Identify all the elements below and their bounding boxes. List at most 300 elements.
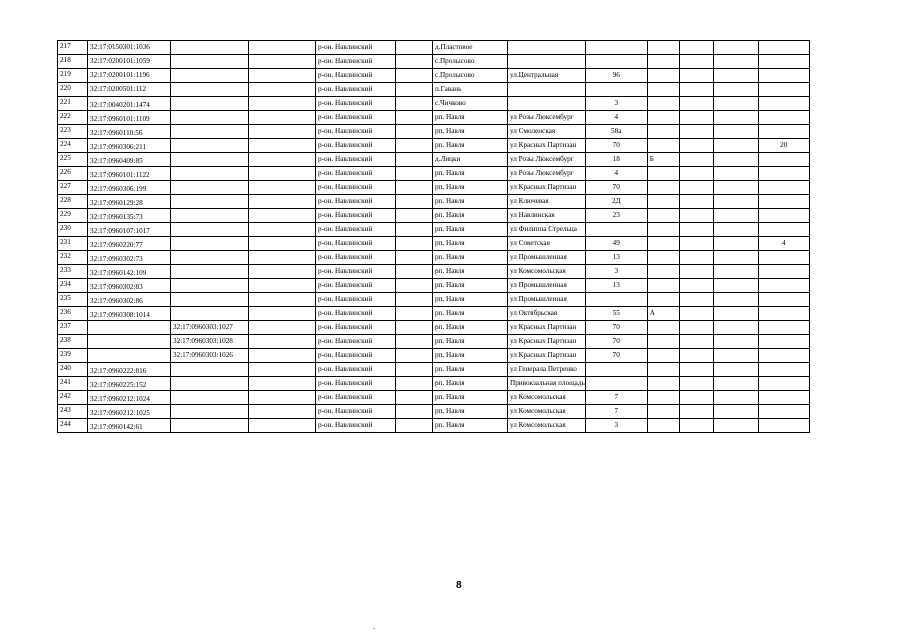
cell-letter xyxy=(647,293,679,307)
cell-apartment xyxy=(713,335,758,349)
cell-apartment xyxy=(713,321,758,335)
cell-empty-col-2 xyxy=(396,363,433,377)
cell-apartment xyxy=(713,209,758,223)
cell-letter xyxy=(647,377,679,391)
table-row xyxy=(58,111,810,125)
cell-building xyxy=(679,69,713,83)
cell-empty-col xyxy=(249,209,316,223)
cell-empty-col xyxy=(249,97,316,111)
cell-district: р-он. Навлинский xyxy=(316,419,396,433)
cell-cadastral-number-alt xyxy=(171,69,249,83)
cell-settlement: рп. Навля xyxy=(433,293,508,307)
cell-building xyxy=(679,251,713,265)
cell-apartment xyxy=(713,195,758,209)
cell-empty-col xyxy=(249,83,316,97)
cell-cadastral-number-alt xyxy=(171,55,249,69)
cell-settlement: рп. Навля xyxy=(433,125,508,139)
cell-empty-col xyxy=(249,167,316,181)
cell-extra xyxy=(758,377,809,391)
cell-house-number xyxy=(585,223,647,237)
table-row xyxy=(58,223,810,237)
cell-apartment xyxy=(713,125,758,139)
cell-cadastral-number: 32:17:0040201:1474 xyxy=(88,97,171,111)
cell-extra xyxy=(758,321,809,335)
cell-row-number: 242 xyxy=(58,391,88,405)
cell-settlement: рп. Навля xyxy=(433,223,508,237)
cell-cadastral-number-alt xyxy=(171,195,249,209)
cell-cadastral-number-alt xyxy=(171,139,249,153)
cell-building xyxy=(679,111,713,125)
cell-cadastral-number: 32:17:0960129:28 xyxy=(88,195,171,209)
cell-empty-col xyxy=(249,139,316,153)
cell-empty-col xyxy=(249,307,316,321)
cell-cadastral-number-alt: 32:17:0960303:1028 xyxy=(171,335,249,349)
cell-apartment xyxy=(713,391,758,405)
cell-extra xyxy=(758,363,809,377)
cell-building xyxy=(679,125,713,139)
table-row xyxy=(58,237,810,251)
cell-house-number: 70 xyxy=(585,349,647,363)
cell-street: ул Смоленская xyxy=(508,125,586,139)
cell-cadastral-number-alt xyxy=(171,405,249,419)
cell-empty-col-2 xyxy=(396,55,433,69)
cell-building xyxy=(679,55,713,69)
cell-settlement: рп. Навля xyxy=(433,307,508,321)
cell-empty-col-2 xyxy=(396,321,433,335)
cell-building xyxy=(679,321,713,335)
cell-cadastral-number-alt xyxy=(171,97,249,111)
cell-row-number: 240 xyxy=(58,363,88,377)
cell-district: р-он. Навлинский xyxy=(316,41,396,55)
cell-letter xyxy=(647,69,679,83)
cell-row-number: 235 xyxy=(58,293,88,307)
cell-building xyxy=(679,279,713,293)
cell-letter xyxy=(647,237,679,251)
cell-district: р-он. Навлинский xyxy=(316,307,396,321)
cell-building xyxy=(679,167,713,181)
cell-row-number: 223 xyxy=(58,125,88,139)
cell-cadastral-number-alt xyxy=(171,307,249,321)
cell-cadastral-number: 32:17:0200101:1059 xyxy=(88,55,171,69)
table-body xyxy=(58,41,810,433)
cell-apartment xyxy=(713,419,758,433)
cell-letter xyxy=(647,195,679,209)
cell-cadastral-number: 32:17:0960142:61 xyxy=(88,419,171,433)
cell-building xyxy=(679,83,713,97)
cell-empty-col-2 xyxy=(396,419,433,433)
cell-row-number: 233 xyxy=(58,265,88,279)
table-row xyxy=(58,125,810,139)
cell-settlement: рп. Навля xyxy=(433,349,508,363)
cell-street xyxy=(508,97,586,111)
cell-cadastral-number: 32:17:0960212:1024 xyxy=(88,391,171,405)
cell-empty-col-2 xyxy=(396,251,433,265)
cell-building xyxy=(679,209,713,223)
cell-district: р-он. Навлинский xyxy=(316,265,396,279)
cell-house-number: 2Д xyxy=(585,195,647,209)
cell-settlement: п.Гавань xyxy=(433,83,508,97)
cell-empty-col xyxy=(249,41,316,55)
cell-district: р-он. Навлинский xyxy=(316,181,396,195)
cell-row-number: 237 xyxy=(58,321,88,335)
cell-settlement: рп. Навля xyxy=(433,335,508,349)
cell-street: ул Красных Партизан xyxy=(508,349,586,363)
cell-empty-col-2 xyxy=(396,349,433,363)
cell-settlement: рп. Навля xyxy=(433,405,508,419)
cell-building xyxy=(679,363,713,377)
cell-letter: Б xyxy=(647,153,679,167)
cell-letter xyxy=(647,335,679,349)
cell-empty-col xyxy=(249,391,316,405)
cell-building xyxy=(679,293,713,307)
cell-cadastral-number-alt xyxy=(171,377,249,391)
cell-district: р-он. Навлинский xyxy=(316,97,396,111)
cell-street: ул Красных Партизан xyxy=(508,181,586,195)
cell-settlement: д.Лицки xyxy=(433,153,508,167)
cell-cadastral-number-alt xyxy=(171,153,249,167)
scan-artifact xyxy=(373,628,375,629)
cell-apartment xyxy=(713,349,758,363)
cell-house-number xyxy=(585,363,647,377)
cell-settlement: рп. Навля xyxy=(433,377,508,391)
cell-settlement: рп. Навля xyxy=(433,181,508,195)
cell-cadastral-number-alt xyxy=(171,111,249,125)
cell-row-number: 224 xyxy=(58,139,88,153)
cell-building xyxy=(679,181,713,195)
cell-settlement: рп. Навля xyxy=(433,237,508,251)
cell-settlement: с.Пролысово xyxy=(433,55,508,69)
cell-building xyxy=(679,419,713,433)
cell-empty-col-2 xyxy=(396,377,433,391)
cell-empty-col xyxy=(249,405,316,419)
cell-house-number: 7 xyxy=(585,405,647,419)
cell-building xyxy=(679,307,713,321)
cell-extra xyxy=(758,251,809,265)
cell-extra xyxy=(758,391,809,405)
cell-street: Привокзальная площадь xyxy=(508,377,586,391)
cell-extra xyxy=(758,69,809,83)
cell-apartment xyxy=(713,405,758,419)
cell-extra xyxy=(758,55,809,69)
cell-cadastral-number-alt xyxy=(171,83,249,97)
cell-house-number: 4 xyxy=(585,167,647,181)
cell-building xyxy=(679,405,713,419)
cell-empty-col-2 xyxy=(396,125,433,139)
cell-cadastral-number-alt xyxy=(171,391,249,405)
table-row xyxy=(58,293,810,307)
cell-building xyxy=(679,391,713,405)
cell-district: р-он. Навлинский xyxy=(316,237,396,251)
cell-empty-col-2 xyxy=(396,335,433,349)
cell-house-number: 18 xyxy=(585,153,647,167)
cell-empty-col-2 xyxy=(396,111,433,125)
cell-extra xyxy=(758,181,809,195)
cell-house-number xyxy=(585,293,647,307)
cell-apartment xyxy=(713,41,758,55)
cell-row-number: 222 xyxy=(58,111,88,125)
cell-house-number: 49 xyxy=(585,237,647,251)
cell-street: ул Генерала Петренко xyxy=(508,363,586,377)
cell-empty-col-2 xyxy=(396,41,433,55)
cell-cadastral-number: 32:17:0960142:109 xyxy=(88,265,171,279)
cell-house-number: 70 xyxy=(585,321,647,335)
cell-row-number: 218 xyxy=(58,55,88,69)
cell-settlement: рп. Навля xyxy=(433,391,508,405)
cell-cadastral-number: 32:17:0960222:816 xyxy=(88,363,171,377)
cell-apartment xyxy=(713,111,758,125)
cell-empty-col xyxy=(249,335,316,349)
cell-cadastral-number: 32:17:0960302:86 xyxy=(88,293,171,307)
cell-empty-col-2 xyxy=(396,279,433,293)
cell-empty-col xyxy=(249,251,316,265)
table-row xyxy=(58,321,810,335)
table-row xyxy=(58,83,810,97)
table-row xyxy=(58,209,810,223)
cell-house-number: 96 xyxy=(585,69,647,83)
cell-district: р-он. Навлинский xyxy=(316,223,396,237)
cell-letter xyxy=(647,97,679,111)
table-row xyxy=(58,265,810,279)
cell-settlement: с.Чичково xyxy=(433,97,508,111)
cell-district: р-он. Навлинский xyxy=(316,377,396,391)
cell-district: р-он. Навлинский xyxy=(316,293,396,307)
cell-cadastral-number xyxy=(88,321,171,335)
cell-extra xyxy=(758,335,809,349)
cell-letter xyxy=(647,363,679,377)
cell-cadastral-number: 32:17:0960302:83 xyxy=(88,279,171,293)
cell-extra xyxy=(758,419,809,433)
cell-extra xyxy=(758,349,809,363)
cell-empty-col-2 xyxy=(396,153,433,167)
cell-cadastral-number: 32:17:0960308:1014 xyxy=(88,307,171,321)
cell-street: ул Красных Партизан xyxy=(508,321,586,335)
cell-empty-col xyxy=(249,265,316,279)
cell-house-number: 70 xyxy=(585,335,647,349)
cell-apartment xyxy=(713,55,758,69)
cell-extra xyxy=(758,293,809,307)
cell-cadastral-number: 32:17:0960409:85 xyxy=(88,153,171,167)
table-row xyxy=(58,405,810,419)
cell-settlement: д.Пластовое xyxy=(433,41,508,55)
cell-letter xyxy=(647,83,679,97)
cell-cadastral-number-alt xyxy=(171,251,249,265)
table-row xyxy=(58,55,810,69)
cell-letter xyxy=(647,391,679,405)
cell-empty-col xyxy=(249,237,316,251)
cell-letter xyxy=(647,181,679,195)
cell-empty-col xyxy=(249,363,316,377)
cell-district: р-он. Навлинский xyxy=(316,363,396,377)
cell-district: р-он. Навлинский xyxy=(316,209,396,223)
table-row xyxy=(58,307,810,321)
cell-extra xyxy=(758,167,809,181)
cell-district: р-он. Навлинский xyxy=(316,195,396,209)
cell-apartment xyxy=(713,167,758,181)
cell-building xyxy=(679,139,713,153)
table-row xyxy=(58,377,810,391)
cell-cadastral-number: 32:17:0960302:73 xyxy=(88,251,171,265)
cell-apartment xyxy=(713,181,758,195)
cell-apartment xyxy=(713,139,758,153)
cell-apartment xyxy=(713,307,758,321)
cell-street: ул.Центральная xyxy=(508,69,586,83)
cell-letter xyxy=(647,111,679,125)
cell-house-number: 70 xyxy=(585,181,647,195)
cell-extra: 4 xyxy=(758,237,809,251)
cell-empty-col-2 xyxy=(396,307,433,321)
cell-cadastral-number-alt xyxy=(171,41,249,55)
cell-letter xyxy=(647,321,679,335)
cell-cadastral-number-alt xyxy=(171,293,249,307)
cell-building xyxy=(679,97,713,111)
cell-extra xyxy=(758,405,809,419)
cell-street: ул Комсомольская xyxy=(508,405,586,419)
cell-house-number: 55 xyxy=(585,307,647,321)
cell-row-number: 238 xyxy=(58,335,88,349)
cell-district: р-он. Навлинский xyxy=(316,111,396,125)
cell-empty-col xyxy=(249,69,316,83)
cell-building xyxy=(679,41,713,55)
cell-street: ул Розы Люксембург xyxy=(508,167,586,181)
cell-empty-col xyxy=(249,195,316,209)
table-row xyxy=(58,181,810,195)
cell-building xyxy=(679,349,713,363)
cell-letter xyxy=(647,223,679,237)
cell-cadastral-number-alt xyxy=(171,279,249,293)
cell-cadastral-number-alt xyxy=(171,363,249,377)
cell-cadastral-number-alt xyxy=(171,237,249,251)
cell-settlement: рп. Навля xyxy=(433,251,508,265)
cell-empty-col-2 xyxy=(396,391,433,405)
cell-apartment xyxy=(713,223,758,237)
cell-extra xyxy=(758,125,809,139)
cell-empty-col xyxy=(249,419,316,433)
table-row xyxy=(58,153,810,167)
table-row xyxy=(58,139,810,153)
cell-row-number: 231 xyxy=(58,237,88,251)
cell-house-number: 23 xyxy=(585,209,647,223)
cell-house-number: 13 xyxy=(585,251,647,265)
cell-row-number: 228 xyxy=(58,195,88,209)
cell-cadastral-number: 32:17:0960306:211 xyxy=(88,139,171,153)
cell-street xyxy=(508,83,586,97)
cell-letter xyxy=(647,349,679,363)
cell-cadastral-number xyxy=(88,349,171,363)
cell-district: р-он. Навлинский xyxy=(316,153,396,167)
table-row xyxy=(58,195,810,209)
cell-building xyxy=(679,223,713,237)
table-row xyxy=(58,363,810,377)
cell-street: ул Комсомольская xyxy=(508,391,586,405)
cell-house-number: 13 xyxy=(585,279,647,293)
cell-district: р-он. Навлинский xyxy=(316,69,396,83)
cell-district: р-он. Навлинский xyxy=(316,405,396,419)
cell-cadastral-number-alt xyxy=(171,125,249,139)
cell-empty-col xyxy=(249,321,316,335)
cell-house-number: 7 xyxy=(585,391,647,405)
cell-cadastral-number-alt xyxy=(171,223,249,237)
cell-house-number: 70 xyxy=(585,139,647,153)
cell-house-number: 4 xyxy=(585,111,647,125)
cell-apartment xyxy=(713,265,758,279)
cell-row-number: 244 xyxy=(58,419,88,433)
cell-settlement: рп. Навля xyxy=(433,279,508,293)
cell-empty-col xyxy=(249,223,316,237)
cell-empty-col-2 xyxy=(396,265,433,279)
cell-empty-col xyxy=(249,377,316,391)
table-row xyxy=(58,167,810,181)
cell-letter xyxy=(647,139,679,153)
cell-apartment xyxy=(713,83,758,97)
cell-letter xyxy=(647,125,679,139)
table-row xyxy=(58,335,810,349)
cell-district: р-он. Навлинский xyxy=(316,139,396,153)
cell-empty-col-2 xyxy=(396,209,433,223)
cell-district: р-он. Навлинский xyxy=(316,55,396,69)
cell-letter xyxy=(647,419,679,433)
cell-empty-col-2 xyxy=(396,167,433,181)
cell-cadastral-number: 32:17:0960101:1122 xyxy=(88,167,171,181)
table-row xyxy=(58,279,810,293)
cell-empty-col-2 xyxy=(396,83,433,97)
cell-street xyxy=(508,41,586,55)
cell-house-number: 3 xyxy=(585,97,647,111)
cell-extra xyxy=(758,195,809,209)
cell-district: р-он. Навлинский xyxy=(316,279,396,293)
cell-row-number: 225 xyxy=(58,153,88,167)
cell-row-number: 220 xyxy=(58,83,88,97)
cell-empty-col-2 xyxy=(396,69,433,83)
cell-cadastral-number-alt: 32:17:0960303:1026 xyxy=(171,349,249,363)
cell-building xyxy=(679,153,713,167)
cell-house-number xyxy=(585,55,647,69)
cell-street: ул Промышленная xyxy=(508,279,586,293)
cell-apartment xyxy=(713,377,758,391)
cell-settlement: рп. Навля xyxy=(433,419,508,433)
cell-district: р-он. Навлинский xyxy=(316,349,396,363)
cell-house-number: 58а xyxy=(585,125,647,139)
property-register-table xyxy=(57,40,810,433)
cell-empty-col-2 xyxy=(396,293,433,307)
cell-district: р-он. Навлинский xyxy=(316,335,396,349)
cell-building xyxy=(679,377,713,391)
cell-street: ул Промышленная xyxy=(508,293,586,307)
cell-row-number: 232 xyxy=(58,251,88,265)
cell-row-number: 221 xyxy=(58,97,88,111)
cell-cadastral-number: 32:17:0960220:77 xyxy=(88,237,171,251)
cell-cadastral-number: 32:17:0960101:1109 xyxy=(88,111,171,125)
cell-extra xyxy=(758,153,809,167)
cell-empty-col xyxy=(249,279,316,293)
cell-row-number: 217 xyxy=(58,41,88,55)
cell-letter xyxy=(647,405,679,419)
cell-row-number: 234 xyxy=(58,279,88,293)
cell-empty-col-2 xyxy=(396,139,433,153)
cell-row-number: 241 xyxy=(58,377,88,391)
cell-empty-col-2 xyxy=(396,405,433,419)
cell-cadastral-number-alt xyxy=(171,265,249,279)
cell-row-number: 243 xyxy=(58,405,88,419)
cell-apartment xyxy=(713,363,758,377)
cell-district: р-он. Навлинский xyxy=(316,125,396,139)
cell-row-number: 219 xyxy=(58,69,88,83)
cell-street: ул Промышленная xyxy=(508,251,586,265)
cell-letter xyxy=(647,209,679,223)
cell-extra xyxy=(758,97,809,111)
cell-street: ул Розы Люксембург xyxy=(508,111,586,125)
table-row xyxy=(58,419,810,433)
cell-cadastral-number: 32:17:0960107:1017 xyxy=(88,223,171,237)
